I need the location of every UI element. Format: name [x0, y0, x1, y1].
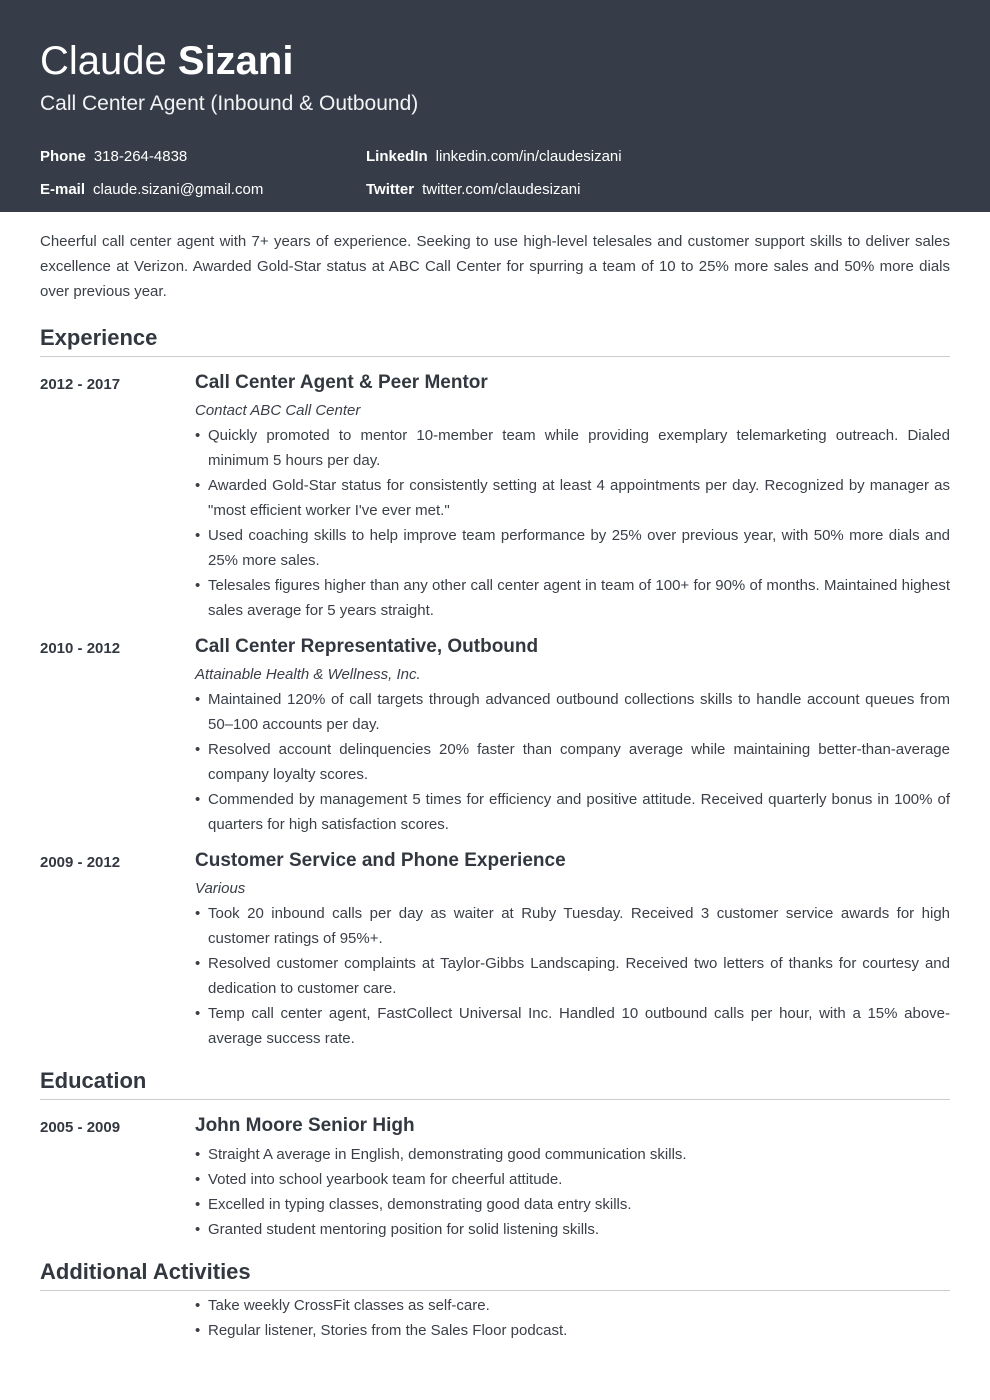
job-dates: 2010 - 2012 [40, 640, 121, 657]
twitter-label: Twitter [366, 181, 415, 198]
twitter-link[interactable]: twitter.com/claudesizani [422, 181, 581, 198]
company-name: Contact ABC Call Center [195, 402, 361, 419]
contact-twitter [366, 180, 580, 200]
bullet-item: • Resolved account delinquencies 20% faster than company average while maintaining better-than-average company loyalty scores. [195, 737, 950, 787]
phone-value: 318-264-4838 [93, 148, 188, 165]
bullet-item: • Regular listener, Stories from the Sales Floor podcast. [195, 1318, 950, 1343]
activities-bullets [195, 1293, 950, 1343]
contact-email [40, 180, 263, 200]
job-title: Call Center Representative, Outbound [195, 636, 539, 657]
job-dates: 2012 - 2017 [40, 376, 121, 393]
bullet-item: • Voted into school yearbook team for cheerful attitude. [195, 1167, 950, 1192]
bullet-item: • Telesales figures higher than any other call center agent in team of 100+ for 90% of months. Maintained highest sales average for 5 years straight. [195, 573, 950, 623]
resume-body [0, 229, 990, 1343]
job-title-headline: Call Center Agent (Inbound & Outbound) [40, 92, 419, 115]
bullet-item: • Take weekly CrossFit classes as self-care. [195, 1293, 950, 1318]
school-name: John Moore Senior High [195, 1115, 415, 1136]
bullet-item: • Excelled in typing classes, demonstrating good data entry skills. [195, 1192, 950, 1217]
experience-entry [40, 633, 950, 837]
first-name: Claude [40, 39, 167, 83]
linkedin-label: LinkedIn [366, 148, 428, 165]
bullet-item: • Temp call center agent, FastCollect Universal Inc. Handled 10 outbound calls per hour, with a 15% above-average success rate. [195, 1001, 950, 1051]
company-name: Attainable Health & Wellness, Inc. [195, 666, 421, 683]
email-link[interactable]: claude.sizani@gmail.com [93, 181, 264, 198]
job-bullets [195, 687, 950, 837]
bullet-item: • Quickly promoted to mentor 10-member team while providing exemplary telemarketing outreach. Dialed minimum 5 hours per day. [195, 423, 950, 473]
contact-phone [40, 147, 187, 167]
job-bullets [195, 901, 950, 1051]
bullet-item: • Commended by management 5 times for efficiency and positive attitude. Received quarterly bonus in 100% of quarters for high satisfaction scores. [195, 787, 950, 837]
bullet-item: • Used coaching skills to help improve team performance by 25% over previous year, with 50% more dials and 25% more sales. [195, 523, 950, 573]
summary-paragraph: Cheerful call center agent with 7+ years of experience. Seeking to use high-level telesales and customer support skills to deliver sales excellence at Verizon. Awarded Gold-Star status at ABC Call Center for spurring a team of 10 to 25% more sales and 50% more dials over previous year. [40, 233, 950, 300]
candidate-name [40, 38, 950, 84]
bullet-item: • Granted student mentoring position for solid listening skills. [195, 1217, 950, 1242]
job-title: Customer Service and Phone Experience [195, 850, 566, 871]
bullet-item: • Took 20 inbound calls per day as waiter at Ruby Tuesday. Received 3 customer service awards for high customer ratings of 95%+. [195, 901, 950, 951]
email-label: E-mail [40, 181, 86, 198]
phone-label: Phone [40, 148, 86, 165]
education-entry [40, 1112, 950, 1242]
last-name: Sizani [177, 39, 294, 83]
education-bullets [195, 1142, 950, 1242]
company-name: Various [195, 880, 246, 897]
contact-linkedin [366, 147, 622, 167]
experience-entry [40, 369, 950, 623]
activities-heading: Additional Activities [40, 1258, 950, 1291]
education-dates: 2005 - 2009 [40, 1119, 121, 1136]
job-title: Call Center Agent & Peer Mentor [195, 372, 488, 393]
bullet-item: • Straight A average in English, demonstrating good communication skills. [195, 1142, 950, 1167]
job-dates: 2009 - 2012 [40, 854, 121, 871]
bullet-item: • Maintained 120% of call targets through advanced outbound collections skills to handle account queues from 50–100 accounts per day. [195, 687, 950, 737]
linkedin-link[interactable]: linkedin.com/in/claudesizani [435, 148, 622, 165]
resume-header [0, 0, 990, 212]
job-bullets [195, 423, 950, 623]
experience-entry [40, 847, 950, 1051]
bullet-item: • Awarded Gold-Star status for consistently setting at least 4 appointments per day. Recognized by manager as "most efficient worker I've ever met." [195, 473, 950, 523]
bullet-item: • Resolved customer complaints at Taylor-Gibbs Landscaping. Received two letters of thanks for courtesy and dedication to customer care. [195, 951, 950, 1001]
education-heading: Education [40, 1067, 950, 1100]
experience-heading: Experience [40, 324, 950, 357]
